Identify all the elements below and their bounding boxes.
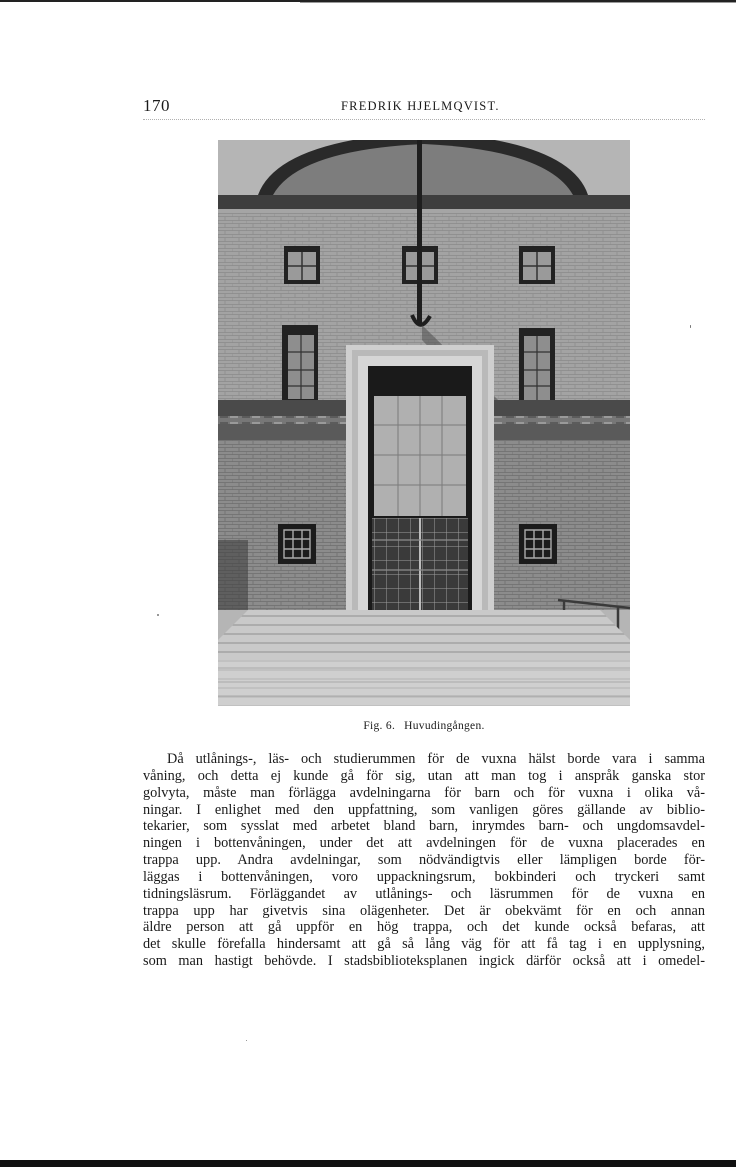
body-line: tekarier, som sysslat med arbetet bland barn, inrymdes barn- och ungdomsavdel- [143,818,705,835]
body-line: trappa upp har givetvis sina olägenheter. Det är obekvämt för en och annan [143,902,705,919]
body-paragraph [143,751,705,970]
library-entrance-photo [218,140,630,706]
scan-speck [690,325,691,328]
figure-caption-text: Huvudingången. [404,720,485,732]
body-line: våning, och detta ej kunde gå för sig, utan att man tog i anspråk ganska stor [143,767,705,784]
figure-photograph [218,140,630,706]
body-line: trappa upp. Andra avdelningar, som nödvändigtvis eller lämpligen borde för- [143,852,705,869]
page-number: 170 [143,96,170,115]
figure-caption [218,720,630,732]
body-line: ningar. I enlighet med den uppfattning, som vanligen göres gällande av biblio- [143,801,705,818]
running-head: FREDRIK HJELMQVIST. [341,99,500,113]
body-line: läggas i bottenvåningen, voro uppackningsrum, bokbinderi och tryckeri samt [143,868,705,885]
scan-edge-shadow [300,2,736,3]
body-line: som man hastigt behövde. I stadsbiblioteksplanen ingick därför också att i omedel- [143,953,705,970]
body-line: äldre person att gå uppför en hög trappa, och det kunde också befaras, att [143,919,705,936]
body-line: Då utlånings-, läs- och studierummen för de vuxna hälst borde vara i samma [167,751,705,767]
figure-number: Fig. 6. [363,720,396,732]
header-rule [143,119,705,120]
body-line: det skulle förefalla hindersamt att gå så lång väg för att få tag i en upplysning, [143,936,705,953]
body-line: tidningsläsrum. Förläggandet av utlånings- och läsrummen för de vuxna en [143,885,705,902]
scan-speck [157,614,159,616]
body-line: ningen i bottenvåningen, under det att avdelningen för de vuxna placerades en [143,835,705,852]
body-line: golvyta, måste man förlägga avdelningarna för barn och för vuxna i olika vå- [143,784,705,801]
scan-speck [246,1040,247,1041]
scan-edge-bottom [0,1160,736,1167]
